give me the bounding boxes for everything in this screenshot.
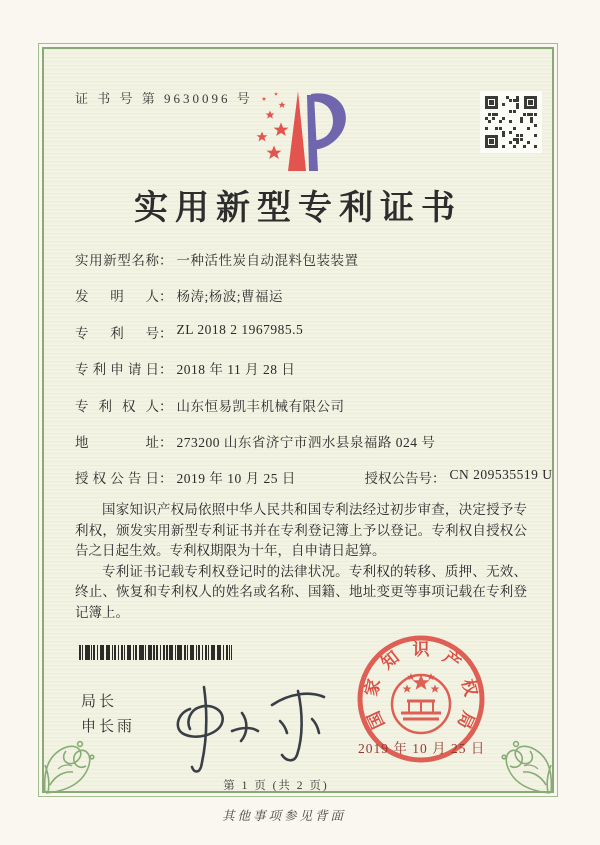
certificate-frame (42, 47, 554, 793)
field-colon: ： (159, 253, 173, 268)
footer-note: 其他事项参见背面 (221, 809, 346, 823)
field-value-grant-no: CN 209535519 U (449, 467, 553, 483)
field-row-inventor (75, 285, 535, 321)
qr-modules (485, 96, 537, 148)
field-value: ZL 2018 2 1967985.5 (176, 321, 304, 337)
field-value: 2019 年 10 月 25 日 (176, 471, 296, 487)
field-row-patentee (75, 395, 535, 431)
seal-date: 2019 年 10 月 25 日 (358, 741, 486, 756)
field-label: 专利号 (75, 325, 159, 341)
field-colon: ： (159, 398, 173, 414)
certificate-number: 证 书 号 第 9630096 号 (75, 91, 253, 106)
field-value: 一种活性炭自动混料包装装置 (176, 253, 359, 268)
field-value: 山东恒易凯丰机械有限公司 (176, 398, 345, 414)
cnipa-logo-icon (254, 85, 350, 175)
field-colon: ： (159, 289, 173, 305)
qr-finder-icon (524, 96, 537, 109)
qr-finder-icon (485, 96, 498, 109)
signature-handwriting (160, 679, 332, 781)
field-colon: ： (159, 471, 173, 487)
field-row-address (75, 431, 535, 467)
certificate-title: 实用新型专利证书 (134, 190, 462, 227)
field-label-grant-no: 授权公告号 (364, 471, 432, 487)
field-colon: ： (159, 362, 173, 378)
seal-text-ring: 国 家 知 识 产 权 局 (361, 640, 481, 732)
field-label: 地址 (75, 434, 159, 450)
field-list (75, 249, 553, 504)
field-colon: ： (159, 434, 173, 450)
barcode (79, 645, 232, 660)
field-colon: ： (159, 325, 173, 341)
field-row-filing-date (75, 358, 535, 394)
qr-code-icon (480, 91, 542, 153)
legal-text (75, 500, 527, 624)
field-value: 2018 年 11 月 28 日 (176, 362, 296, 378)
field-colon: ： (432, 471, 446, 487)
field-label: 实用新型名称 (75, 253, 159, 268)
legal-paragraph-1: 国家知识产权局依照中华人民共和国专利法经过初步审查，决定授予专利权，颁发实用新型专利证书并在专利登记簿上予以登记。专利权自授权公告之日起生效。专利权期限为十年，自申请日起算。 (75, 502, 527, 559)
field-row-name (75, 249, 535, 285)
field-label: 发明人 (75, 289, 159, 305)
field-label: 专利权人 (75, 398, 159, 414)
corner-flourish-icon (494, 695, 556, 795)
signer-name: 申长雨 (81, 718, 136, 735)
field-label: 授权公告日 (75, 471, 159, 487)
field-value: 273200 山东省济宁市泗水县泉福路 024 号 (176, 434, 436, 450)
field-value: 杨涛;杨波;曹福运 (176, 289, 284, 305)
page-number: 第 1 页 (共 2 页) (223, 780, 329, 792)
field-label: 专利申请日 (75, 362, 159, 378)
legal-paragraph-2: 专利证书记载专利权登记时的法律状况。专利权的转移、质押、无效、终止、恢复和专利权人的姓名或名称、国籍、地址变更等事项记载在专利登记簿上。 (75, 563, 527, 620)
corner-flourish-icon (40, 695, 102, 795)
qr-finder-icon (485, 135, 498, 148)
signer-title: 局长 (81, 693, 118, 710)
field-row-patent-no (75, 322, 535, 358)
field-row-grant-date (75, 467, 553, 503)
